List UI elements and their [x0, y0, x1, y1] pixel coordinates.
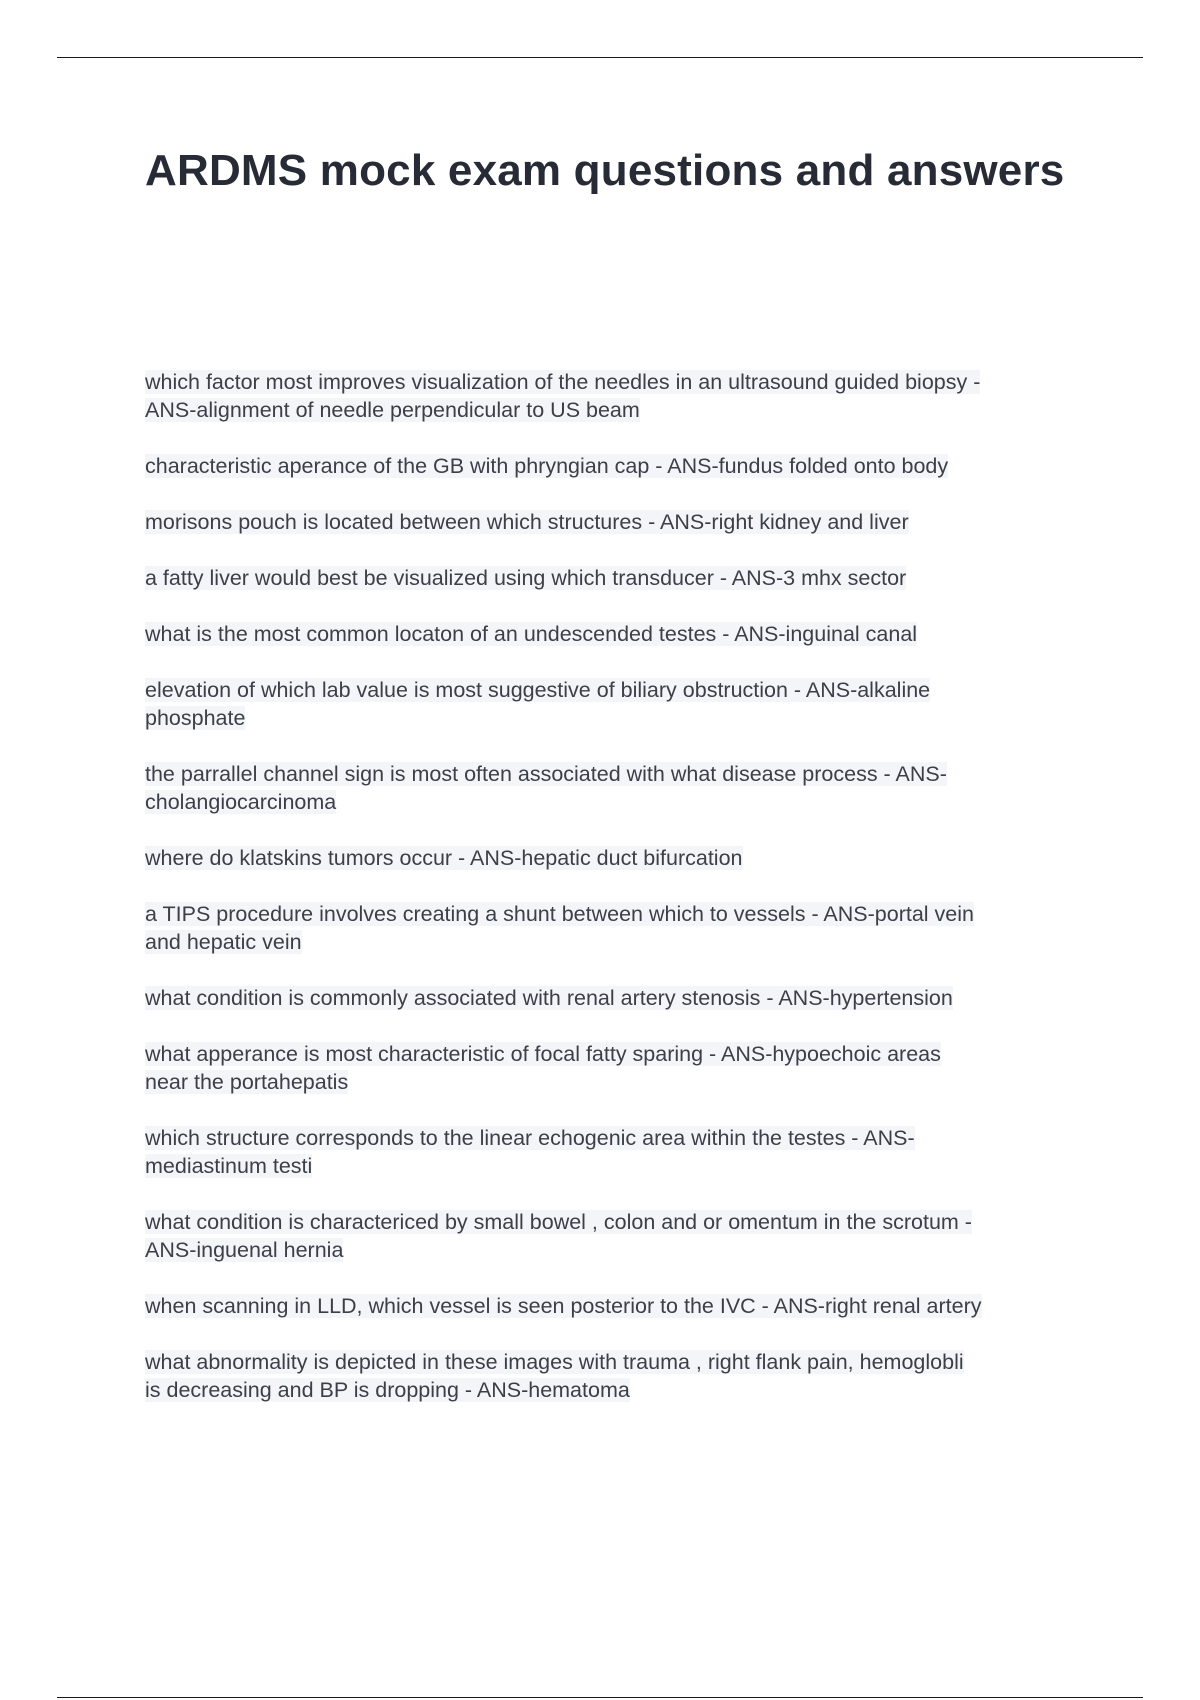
qa-item	[145, 1124, 1095, 1180]
qa-line	[145, 928, 1095, 956]
qa-line	[145, 1208, 1095, 1236]
qa-item	[145, 508, 1095, 536]
qa-line-text: ANS-alignment of needle perpendicular to US beam	[145, 398, 640, 422]
qa-line-text: is decreasing and BP is dropping - ANS-hematoma	[145, 1378, 630, 1402]
header-rule	[57, 57, 1143, 58]
qa-line	[145, 1236, 1095, 1264]
qa-line-text: cholangiocarcinoma	[145, 790, 337, 814]
qa-item	[145, 368, 1095, 424]
qa-item	[145, 1208, 1095, 1264]
qa-line-text: phosphate	[145, 706, 246, 730]
qa-line	[145, 452, 1095, 480]
qa-line-text: what condition is commonly associated with renal artery stenosis - ANS-hypertension	[145, 986, 953, 1010]
qa-line-text: what apperance is most characteristic of focal fatty sparing - ANS-hypoechoic areas	[145, 1042, 941, 1066]
qa-line	[145, 760, 1095, 788]
qa-line	[145, 1376, 1095, 1404]
qa-line-text: where do klatskins tumors occur - ANS-hepatic duct bifurcation	[145, 846, 743, 870]
qa-line	[145, 788, 1095, 816]
qa-line	[145, 564, 1095, 592]
qa-line	[145, 1292, 1095, 1320]
qa-item	[145, 1040, 1095, 1096]
qa-line	[145, 508, 1095, 536]
qa-line	[145, 900, 1095, 928]
qa-line-text: near the portahepatis	[145, 1070, 349, 1094]
qa-item	[145, 760, 1095, 816]
qa-line	[145, 1040, 1095, 1068]
page-title: ARDMS mock exam questions and answers	[145, 146, 1065, 195]
qa-line-text: ANS-inguenal hernia	[145, 1238, 344, 1262]
qa-line-text: mediastinum testi	[145, 1154, 313, 1178]
qa-line	[145, 620, 1095, 648]
qa-line	[145, 1152, 1095, 1180]
qa-item	[145, 984, 1095, 1012]
qa-item	[145, 564, 1095, 592]
qa-item	[145, 1348, 1095, 1404]
qa-line-text: morisons pouch is located between which structures - ANS-right kidney and liver	[145, 510, 909, 534]
qa-line	[145, 1124, 1095, 1152]
qa-line-text: what condition is charactericed by small bowel , colon and or omentum in the scrotum -	[145, 1210, 972, 1234]
qa-item	[145, 620, 1095, 648]
qa-line	[145, 984, 1095, 1012]
qa-line	[145, 844, 1095, 872]
qa-line-text: the parrallel channel sign is most often associated with what disease process - ANS-	[145, 762, 947, 786]
qa-item	[145, 900, 1095, 956]
qa-line	[145, 1348, 1095, 1376]
qa-line-text: characteristic aperance of the GB with phryngian cap - ANS-fundus folded onto body	[145, 454, 949, 478]
qa-line	[145, 396, 1095, 424]
qa-list	[145, 368, 1095, 1432]
qa-line	[145, 704, 1095, 732]
qa-line	[145, 1068, 1095, 1096]
qa-item	[145, 676, 1095, 732]
qa-line-text: a fatty liver would best be visualized using which transducer - ANS-3 mhx sector	[145, 566, 907, 590]
qa-item	[145, 844, 1095, 872]
qa-line-text: which factor most improves visualization of the needles in an ultrasound guided biopsy -	[145, 370, 981, 394]
qa-line-text: elevation of which lab value is most suggestive of biliary obstruction - ANS-alkaline	[145, 678, 931, 702]
qa-line-text: which structure corresponds to the linear echogenic area within the testes - ANS-	[145, 1126, 915, 1150]
qa-line-text: when scanning in LLD, which vessel is seen posterior to the IVC - ANS-right renal artery	[145, 1294, 982, 1318]
qa-item	[145, 452, 1095, 480]
qa-line	[145, 676, 1095, 704]
qa-line-text: and hepatic vein	[145, 930, 302, 954]
qa-line	[145, 368, 1095, 396]
qa-item	[145, 1292, 1095, 1320]
footer-rule	[57, 1697, 1143, 1698]
qa-line-text: a TIPS procedure involves creating a shunt between which to vessels - ANS-portal vein	[145, 902, 974, 926]
qa-line-text: what abnormality is depicted in these images with trauma , right flank pain, hemoglobli	[145, 1350, 964, 1374]
qa-line-text: what is the most common locaton of an undescended testes - ANS-inguinal canal	[145, 622, 918, 646]
